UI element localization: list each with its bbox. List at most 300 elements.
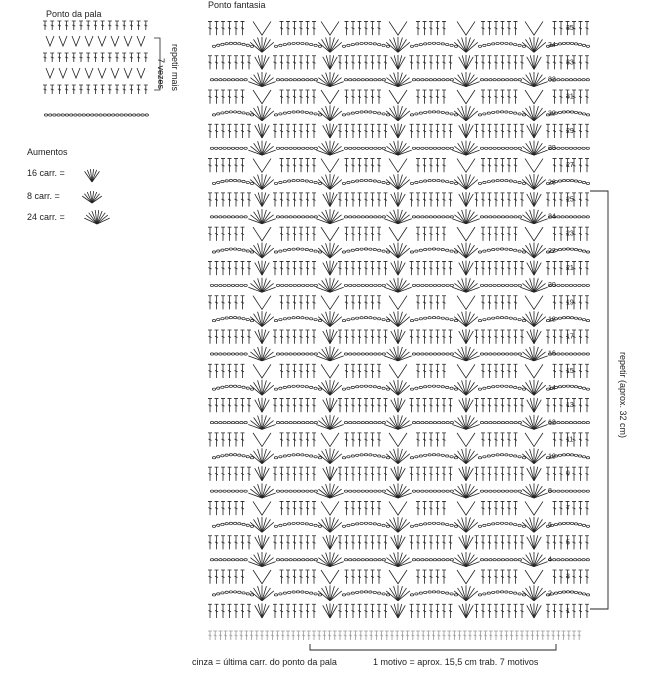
- chain-stitch: [424, 43, 427, 45]
- chain-stitch: [570, 42, 573, 44]
- dc-stitch: [312, 631, 316, 640]
- chain-stitch: [361, 353, 364, 355]
- chain-stitch: [314, 421, 317, 423]
- chain-stitch: [240, 421, 243, 423]
- chain-stitch: [558, 317, 561, 319]
- chain-stitch: [497, 490, 500, 492]
- fan-stitch: [323, 605, 330, 618]
- chain-stitch: [510, 284, 513, 286]
- row-number: 21: [566, 265, 574, 272]
- dc-stitch: [280, 159, 284, 173]
- chain-stitch: [487, 592, 490, 594]
- dc-stitch: [567, 631, 571, 640]
- dc-stitch: [364, 467, 368, 481]
- chain-stitch: [562, 317, 565, 319]
- fan-stitch: [323, 263, 330, 276]
- dc-stitch: [416, 399, 420, 413]
- chain-stitch: [231, 147, 234, 149]
- chain-stitch: [293, 490, 296, 492]
- chain-stitch: [246, 387, 249, 389]
- chain-stitch: [565, 353, 568, 355]
- v-stitch: [85, 68, 93, 78]
- fan-stitch: [262, 261, 266, 275]
- chain-stitch: [289, 421, 292, 423]
- chain-stitch: [240, 353, 243, 355]
- dc-stitch: [50, 85, 54, 94]
- chain-stitch: [360, 111, 363, 113]
- chain-stitch: [285, 421, 288, 423]
- dc-stitch: [410, 467, 414, 481]
- chain-stitch: [289, 353, 292, 355]
- fan-stitch: [326, 535, 330, 549]
- dc-stitch: [221, 536, 225, 550]
- dc-stitch: [280, 467, 284, 481]
- chain-stitch: [450, 113, 453, 115]
- fan-stitch: [330, 192, 334, 206]
- dc-stitch: [358, 536, 362, 550]
- fan-stitch: [330, 604, 334, 618]
- chain-stitch: [288, 454, 291, 456]
- dc-stitch: [423, 433, 427, 447]
- v-stitch: [525, 159, 543, 173]
- fan-stitch: [255, 537, 262, 550]
- chain-stitch: [442, 559, 445, 561]
- chain-stitch: [361, 284, 364, 286]
- v-stitch: [111, 36, 119, 46]
- dc-stitch: [520, 193, 524, 207]
- chain-stitch: [421, 490, 424, 492]
- chain-stitch: [353, 490, 356, 492]
- dc-stitch: [208, 501, 212, 515]
- dc-stitch: [351, 21, 355, 35]
- dc-stitch: [507, 536, 511, 550]
- chain-stitch: [522, 251, 525, 253]
- chain-stitch: [344, 421, 347, 423]
- dc-stitch: [429, 364, 433, 378]
- chain-stitch: [454, 114, 457, 116]
- dc-stitch: [351, 261, 355, 275]
- chain-stitch: [487, 523, 490, 525]
- dc-stitch: [442, 536, 446, 550]
- chain-stitch: [215, 147, 218, 149]
- fan-stitch: [462, 124, 466, 138]
- chain-stitch: [351, 181, 354, 183]
- chain-stitch: [288, 111, 291, 113]
- dc-stitch: [463, 631, 467, 640]
- dc-stitch: [546, 631, 550, 640]
- dc-stitch: [215, 227, 219, 241]
- chain-stitch: [514, 147, 517, 149]
- dc-stitch: [306, 570, 310, 584]
- dc-stitch: [247, 536, 251, 550]
- dc-stitch: [551, 631, 555, 640]
- dc-stitch: [579, 193, 583, 207]
- fan-stitch: [466, 398, 470, 412]
- chain-stitch: [437, 42, 440, 44]
- dc-stitch: [504, 631, 508, 640]
- chain-stitch: [306, 147, 309, 149]
- chain-stitch: [229, 591, 232, 593]
- chain-stitch: [483, 250, 486, 252]
- chain-stitch: [302, 490, 305, 492]
- dc-stitch: [416, 124, 420, 138]
- chain-stitch: [483, 319, 486, 321]
- dc-stitch: [228, 21, 232, 35]
- chain-stitch: [428, 248, 431, 250]
- chain-stitch: [586, 319, 589, 321]
- v-stitch: [457, 364, 475, 378]
- dc-stitch: [546, 330, 550, 344]
- dc-stitch: [358, 433, 362, 447]
- chain-stitch: [514, 216, 517, 218]
- v-stitch: [253, 433, 271, 447]
- dc-stitch: [299, 330, 303, 344]
- dc-stitch: [43, 53, 47, 62]
- chain-stitch: [480, 559, 483, 561]
- fan-stitch: [330, 398, 334, 412]
- chain-stitch: [279, 456, 282, 458]
- fan-stitch: [255, 57, 262, 70]
- chain-stitch: [344, 79, 347, 81]
- dc-stitch: [286, 124, 290, 138]
- fan-stitch: [534, 331, 541, 344]
- fan-stitch: [323, 331, 330, 344]
- chain-stitch: [485, 353, 488, 355]
- dc-stitch: [338, 193, 342, 207]
- dc-stitch: [553, 193, 557, 207]
- dc-stitch: [358, 296, 362, 310]
- dc-stitch: [351, 399, 355, 413]
- chain-stitch: [238, 248, 241, 250]
- dc-stitch: [585, 21, 589, 35]
- dc-stitch: [559, 124, 563, 138]
- chain-stitch: [522, 457, 525, 459]
- chain-stitch: [236, 559, 239, 561]
- chain-stitch: [569, 353, 572, 355]
- chain-stitch: [378, 181, 381, 183]
- dc-stitch: [79, 53, 83, 62]
- chain-stitch: [410, 45, 413, 47]
- chain-stitch: [369, 248, 372, 250]
- chain-stitch: [412, 559, 415, 561]
- chain-stitch: [415, 319, 418, 321]
- chain-stitch: [410, 594, 413, 596]
- chain-stitch: [424, 591, 427, 593]
- dc-stitch: [345, 570, 349, 584]
- dc-stitch: [293, 536, 297, 550]
- dc-stitch: [377, 296, 381, 310]
- chain-stitch: [370, 490, 373, 492]
- dc-stitch: [322, 631, 326, 640]
- chain-stitch: [480, 216, 483, 218]
- dc-stitch: [293, 193, 297, 207]
- chain-stitch: [302, 79, 305, 81]
- chain-stitch: [441, 317, 444, 319]
- chain-stitch: [364, 385, 367, 387]
- dc-stitch: [458, 631, 462, 640]
- dc-stitch: [247, 330, 251, 344]
- dc-stitch: [338, 124, 342, 138]
- chain-stitch: [305, 43, 308, 45]
- dc-stitch: [494, 433, 498, 447]
- fan-stitch: [398, 192, 402, 206]
- chain-stitch: [506, 216, 509, 218]
- chain-stitch: [347, 319, 350, 321]
- dc-stitch: [371, 536, 375, 550]
- chain-stitch: [231, 490, 234, 492]
- fan-stitch: [326, 55, 330, 69]
- dc-stitch: [429, 501, 433, 515]
- dc-stitch: [410, 193, 414, 207]
- chain-stitch: [349, 421, 352, 423]
- chain-stitch: [223, 79, 226, 81]
- dc-stitch: [579, 56, 583, 70]
- chain-stitch: [285, 490, 288, 492]
- dc-stitch: [475, 261, 479, 275]
- chain-stitch: [378, 523, 381, 525]
- dc-stitch: [432, 631, 436, 640]
- chain-stitch: [233, 454, 236, 456]
- dc-stitch: [436, 159, 440, 173]
- chain-stitch: [424, 454, 427, 456]
- dc-stitch: [270, 631, 274, 640]
- chain-stitch: [514, 421, 517, 423]
- dc-stitch: [79, 21, 83, 30]
- chain-stitch: [349, 147, 352, 149]
- dc-stitch: [520, 631, 524, 640]
- chain-stitch: [357, 490, 360, 492]
- chain-stitch: [229, 385, 232, 387]
- fan-stitch: [398, 261, 402, 275]
- dc-stitch: [228, 364, 232, 378]
- dc-stitch: [423, 604, 427, 618]
- chain-stitch: [433, 147, 436, 149]
- chain-stitch: [518, 44, 521, 46]
- dc-stitch: [436, 21, 440, 35]
- chain-stitch: [310, 249, 313, 251]
- dc-stitch: [416, 261, 420, 275]
- chain-stitch: [229, 248, 232, 250]
- dc-stitch: [488, 227, 492, 241]
- chain-stitch: [492, 111, 495, 113]
- dc-stitch: [281, 631, 285, 640]
- chain-stitch: [489, 490, 492, 492]
- dc-stitch: [416, 56, 420, 70]
- dc-stitch: [247, 56, 251, 70]
- chain-stitch: [574, 386, 577, 388]
- dc-stitch: [585, 56, 589, 70]
- chain-stitch: [91, 114, 94, 116]
- dc-stitch: [228, 296, 232, 310]
- dc-stitch: [442, 261, 446, 275]
- dc-stitch: [306, 90, 310, 104]
- chain-stitch: [369, 385, 372, 387]
- dc-stitch: [122, 85, 126, 94]
- fan-stitch: [466, 400, 473, 413]
- fan-stitch: [459, 194, 466, 207]
- dc-stitch: [429, 90, 433, 104]
- chain-stitch: [361, 490, 364, 492]
- chain-stitch: [342, 525, 345, 527]
- chain-stitch: [578, 559, 581, 561]
- chain-stitch: [582, 216, 585, 218]
- chain-stitch: [574, 111, 577, 113]
- dc-stitch: [553, 90, 557, 104]
- dc-stitch: [306, 227, 310, 241]
- dc-stitch: [416, 159, 420, 173]
- chain-stitch: [412, 216, 415, 218]
- chain-stitch: [378, 147, 381, 149]
- dc-stitch: [306, 261, 310, 275]
- chain-stitch: [432, 522, 435, 524]
- chain-stitch: [578, 353, 581, 355]
- dc-stitch: [293, 467, 297, 481]
- dc-stitch: [215, 399, 219, 413]
- fan-stitch: [330, 55, 334, 69]
- chain-stitch: [518, 79, 521, 81]
- dc-stitch: [442, 21, 446, 35]
- chain-stitch: [360, 179, 363, 181]
- chain-stitch: [240, 559, 243, 561]
- chain-stitch: [500, 42, 503, 44]
- chain-stitch: [369, 179, 372, 181]
- yoke-bracket: [154, 38, 160, 90]
- dc-stitch: [520, 56, 524, 70]
- dc-stitch: [228, 227, 232, 241]
- dc-stitch: [286, 159, 290, 173]
- chain-stitch: [586, 457, 589, 459]
- fan-stitch: [530, 330, 534, 344]
- dc-stitch: [514, 364, 518, 378]
- chain-stitch: [70, 114, 73, 116]
- chain-stitch: [314, 250, 317, 252]
- chain-stitch: [296, 179, 299, 181]
- chain-stitch: [210, 421, 213, 423]
- dc-stitch: [345, 227, 349, 241]
- fan-stitch: [330, 605, 337, 618]
- dc-stitch: [241, 364, 245, 378]
- dc-stitch: [481, 604, 485, 618]
- dc-stitch: [559, 330, 563, 344]
- chain-stitch: [314, 319, 317, 321]
- dc-stitch: [449, 193, 453, 207]
- chain-stitch: [492, 523, 495, 525]
- dc-stitch: [358, 467, 362, 481]
- chain-stitch: [306, 353, 309, 355]
- dc-stitch: [481, 21, 485, 35]
- dc-stitch: [234, 296, 238, 310]
- chain-stitch: [297, 353, 300, 355]
- chain-stitch: [574, 180, 577, 182]
- dc-stitch: [514, 330, 518, 344]
- chain-stitch: [53, 114, 56, 116]
- chain-stitch: [276, 284, 279, 286]
- dc-stitch: [499, 631, 503, 640]
- chain-stitch: [561, 559, 564, 561]
- chain-stitch: [386, 45, 389, 47]
- fan-stitch: [330, 535, 334, 549]
- dc-stitch: [488, 330, 492, 344]
- chain-stitch: [210, 353, 213, 355]
- chain-stitch: [558, 111, 561, 113]
- dc-stitch: [384, 261, 388, 275]
- dc-stitch: [280, 56, 284, 70]
- row-number: 16: [548, 350, 556, 358]
- dc-stitch: [72, 53, 76, 62]
- chain-stitch: [421, 559, 424, 561]
- dc-stitch: [286, 21, 290, 35]
- dc-stitch: [514, 159, 518, 173]
- chain-stitch: [231, 353, 234, 355]
- chain-stitch: [386, 114, 389, 116]
- chain-stitch: [293, 559, 296, 561]
- dc-stitch: [364, 330, 368, 344]
- chain-stitch: [425, 353, 428, 355]
- chain-stitch: [342, 114, 345, 116]
- chain-stitch: [586, 594, 589, 596]
- chain-stitch: [562, 248, 565, 250]
- chain-stitch: [454, 388, 457, 390]
- chain-stitch: [215, 559, 218, 561]
- dc-stitch: [371, 433, 375, 447]
- dc-stitch: [241, 90, 245, 104]
- dc-stitch: [494, 159, 498, 173]
- chain-stitch: [514, 559, 517, 561]
- dc-stitch: [208, 467, 212, 481]
- dc-stitch: [442, 631, 446, 640]
- dc-stitch: [385, 631, 389, 640]
- chain-stitch: [437, 591, 440, 593]
- fan-stitch: [323, 57, 330, 70]
- dc-stitch: [442, 227, 446, 241]
- fan-stitch: [323, 125, 330, 138]
- increase-symbols: [82, 169, 110, 224]
- chain-stitch: [496, 248, 499, 250]
- chain-stitch: [227, 490, 230, 492]
- dc-stitch: [501, 330, 505, 344]
- chain-stitch: [382, 319, 385, 321]
- chain-stitch: [574, 147, 577, 149]
- dc-stitch: [501, 90, 505, 104]
- fan-stitch: [462, 330, 466, 344]
- chain-stitch: [496, 111, 499, 113]
- chain-stitch: [522, 319, 525, 321]
- chain-stitch: [578, 490, 581, 492]
- dc-stitch: [416, 364, 420, 378]
- dc-stitch: [351, 90, 355, 104]
- fan-stitch: [262, 398, 266, 412]
- dc-stitch: [86, 53, 90, 62]
- chain-stitch: [364, 42, 367, 44]
- chain-stitch: [233, 248, 236, 250]
- chain-stitch: [305, 523, 308, 525]
- chain-stitch: [505, 42, 508, 44]
- dc-stitch: [241, 193, 245, 207]
- chain-stitch: [288, 386, 291, 388]
- fan-stitch: [530, 398, 534, 412]
- chain-stitch: [509, 111, 512, 113]
- chain-stitch: [233, 522, 236, 524]
- dc-stitch: [449, 604, 453, 618]
- chain-stitch: [276, 79, 279, 81]
- dc-stitch: [351, 330, 355, 344]
- chain-stitch: [281, 147, 284, 149]
- dc-stitch: [215, 56, 219, 70]
- chain-stitch: [242, 455, 245, 457]
- chain-stitch: [141, 114, 144, 116]
- fan-stitch: [258, 398, 262, 412]
- dc-stitch: [442, 433, 446, 447]
